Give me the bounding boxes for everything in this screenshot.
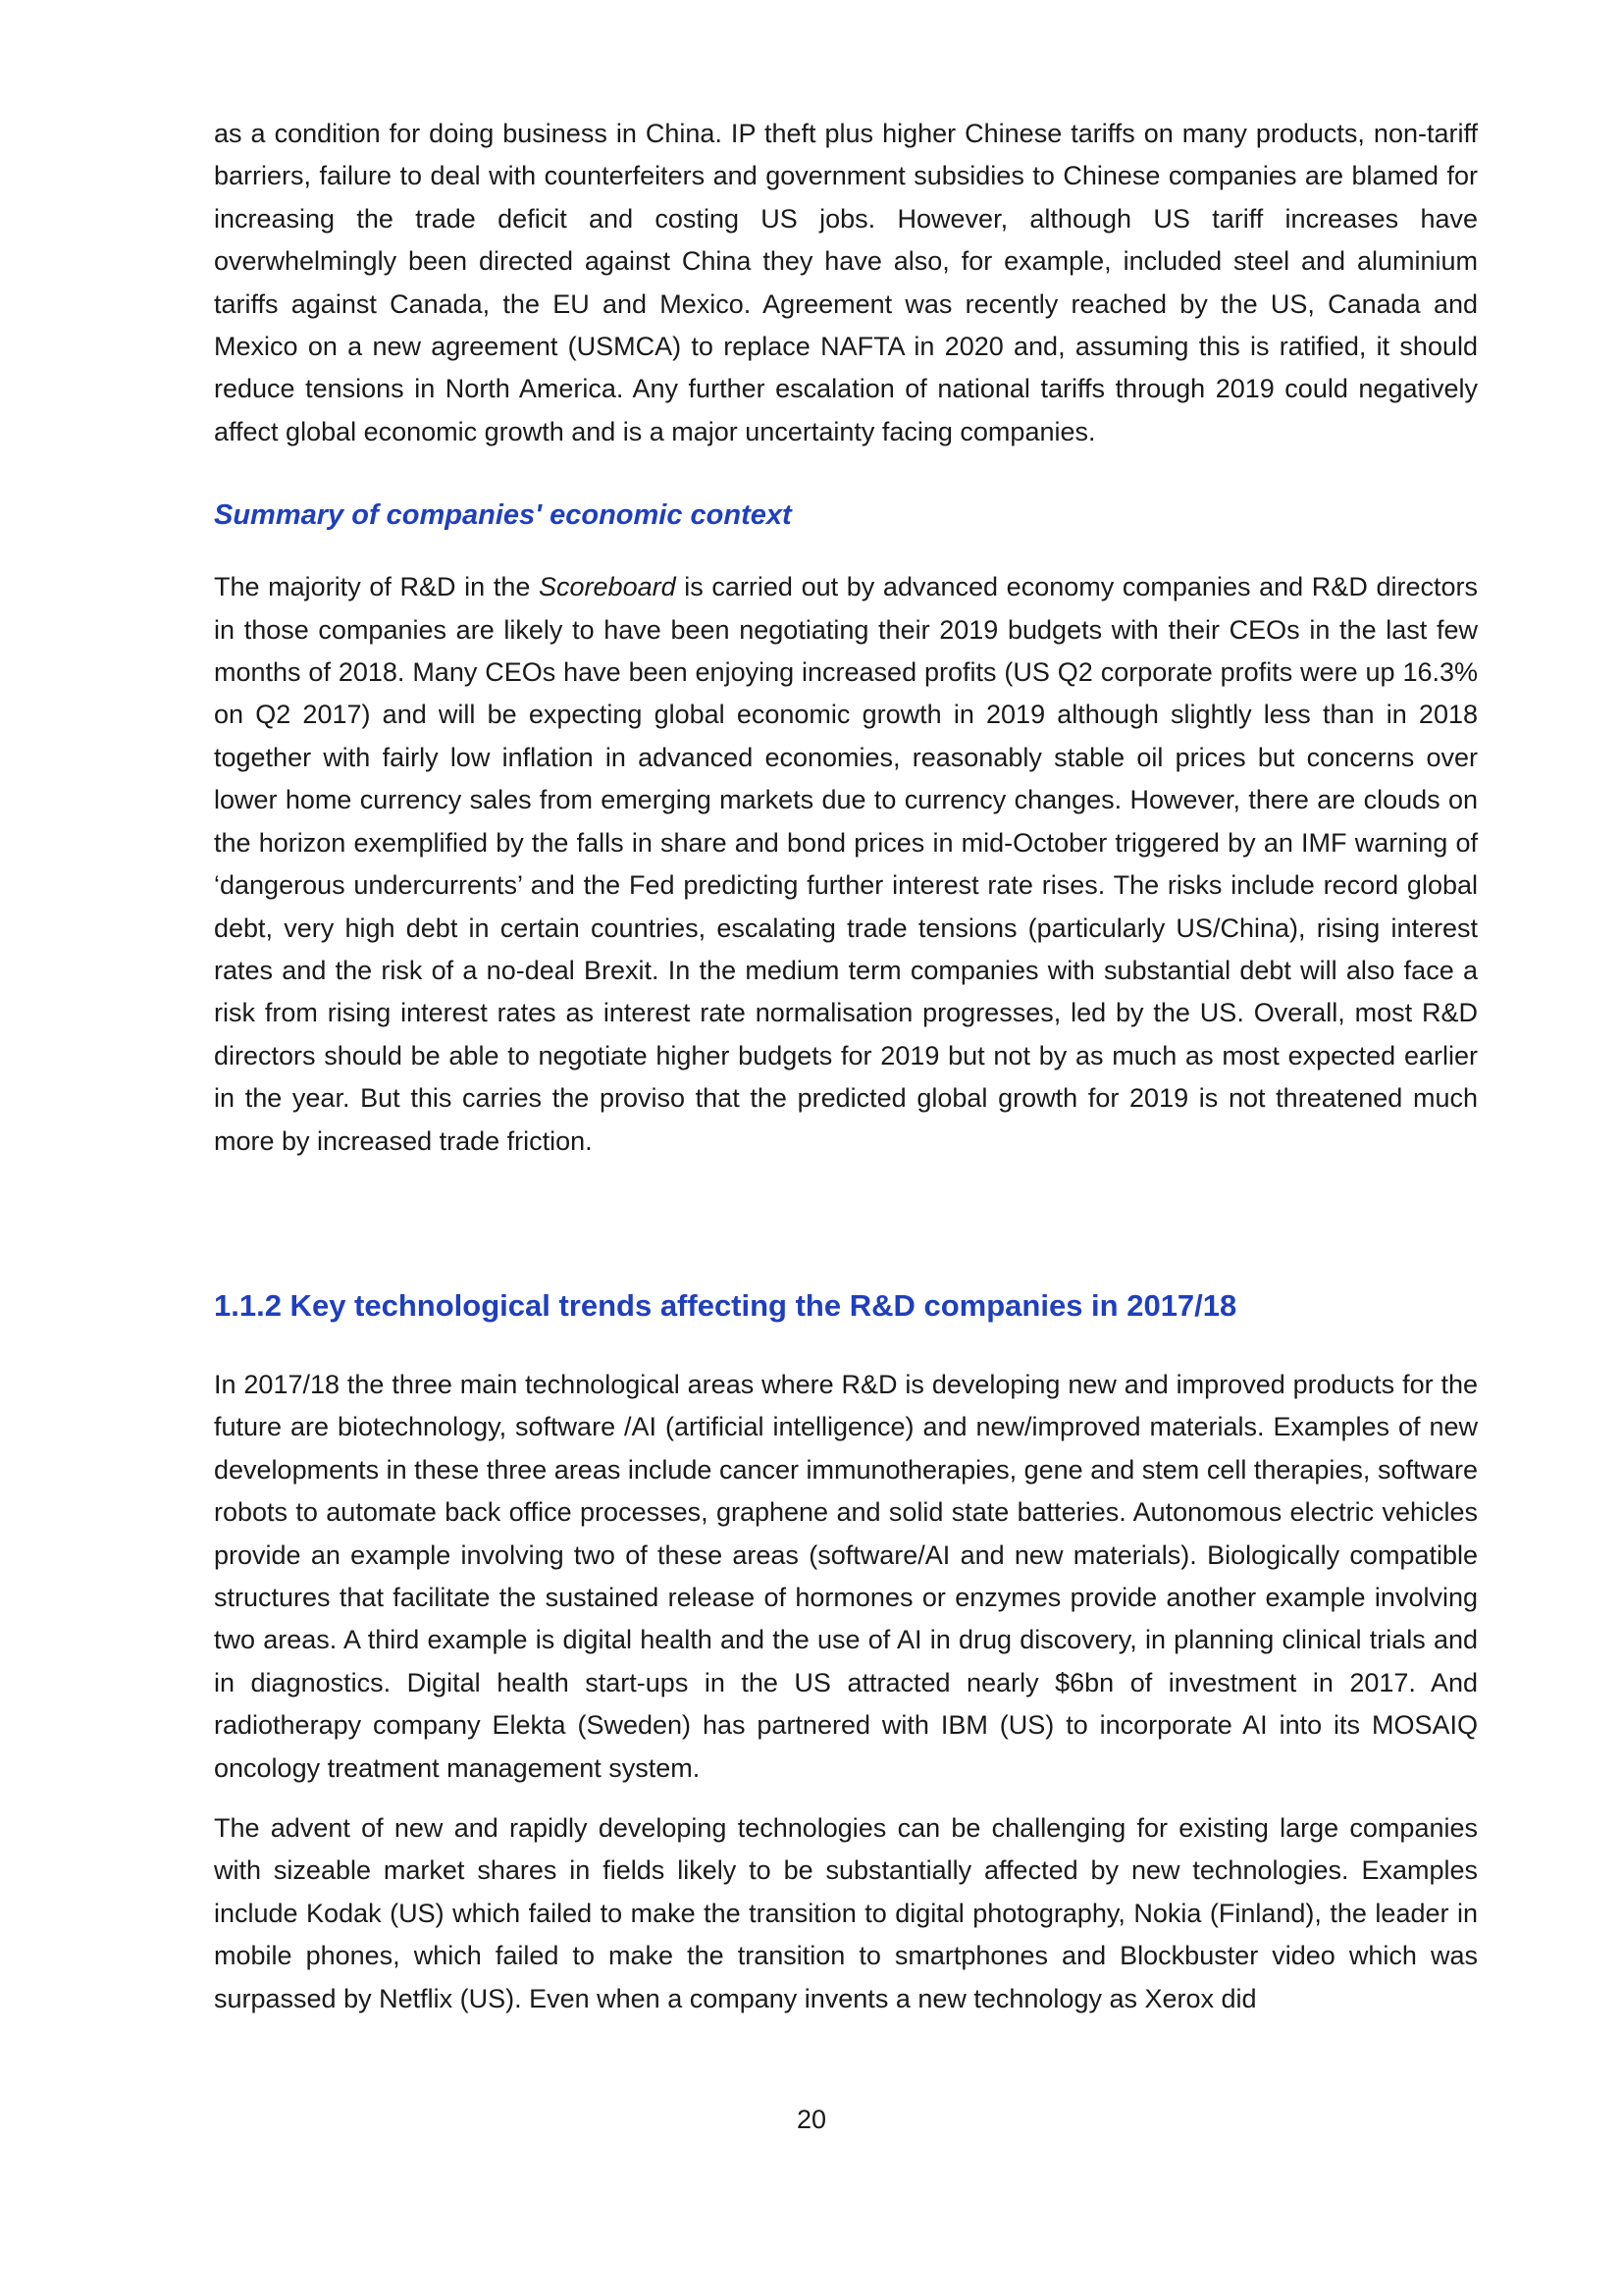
paragraph-trade-tariffs: as a condition for doing business in China. IP theft plus higher Chinese tariffs on many products, non-tariff barriers, failure to deal with counterfeiters and government subsidies to Chinese companies are blamed for increasing the trade deficit and costing US jobs. However, although US tariff increases have overwhelmingly been directed against China they have also, for example, included steel and aluminium tariffs against Canada, the EU and Mexico. Agreement was recently reached by the US, Canada and Mexico on a new agreement (USMCA) to replace NAFTA in 2020 and, assuming this is ratified, it should reduce tensions in North America. Any further escalation of national tariffs through 2019 could negatively affect global economic growth and is a major uncertainty facing companies.	[214, 119, 1478, 446]
paragraph-economic-context-rest: is carried out by advanced economy companies and R&D directors in those companies are likely to have been negotiating their 2019 budgets with their CEOs in the last few months of 2018. Many CEOs have been enjoying increased profits (US Q2 corporate profits were up 16.3% on Q2 2017) and will be expecting global economic growth in 2019 although slightly less than in 2018 together with fairly low inflation in advanced economies, reasonably stable oil prices but concerns over lower home currency sales from emerging markets due to currency changes. However, there are clouds on the horizon exemplified by the falls in share and bond prices in mid-October triggered by an IMF warning of ‘dangerous undercurrents’ and the Fed predicting further interest rate rises. The risks include record global debt, very high debt in certain countries, escalating trade tensions (particularly US/China), rising interest rates and the risk of a no-deal Brexit. In the medium term companies with substantial debt will also face a risk from rising interest rates as interest rate normalisation progresses, led by the US. Overall, most R&D directors should be able to negotiate higher budgets for 2019 but not by as much as most expected earlier in the year. But this carries the proviso that the predicted global growth for 2019 is not threatened much more by increased trade friction.	[214, 572, 1478, 1156]
page-content	[214, 113, 1478, 2020]
paragraph-economic-context-start: The majority of R&D in the	[214, 572, 540, 602]
page-number: 20	[796, 2105, 827, 2134]
paragraph-economic-context	[214, 566, 1478, 1163]
section-heading-technological-trends: 1.1.2 Key technological trends affecting the R&D companies in 2017/18	[214, 1287, 1237, 1323]
subheading-economic-context: Summary of companies' economic context	[214, 499, 792, 532]
scoreboard-emphasis: Scoreboard	[539, 572, 676, 602]
paragraph-technological-areas: In 2017/18 the three main technological areas where R&D is developing new and improved products for the future are biotechnology, software /AI (artificial intelligence) and new/improved materials. Examples of new developments in these three areas include cancer immunotherapies, gene and stem cell therapies, software robots to automate back office processes, graphene and solid state batteries. Autonomous electric vehicles provide an example involving two of these areas (software/AI and new materials). Biologically compatible structures that facilitate the sustained release of hormones or enzymes provide another example involving two areas. A third example is digital health and the use of AI in drug discovery, in planning clinical trials and in diagnostics. Digital health start-ups in the US attracted nearly $6bn of investment in 2017. And radiotherapy company Elekta (Sweden) has partnered with IBM (US) to incorporate AI into its MOSAIQ oncology treatment management system.	[214, 1369, 1478, 1783]
paragraph-new-technologies-challenge: The advent of new and rapidly developing technologies can be challenging for existing large companies with sizeable market shares in fields likely to be substantially affected by new technologies. Examples include Kodak (US) which failed to make the transition to digital photography, Nokia (Finland), the leader in mobile phones, which failed to make the transition to smartphones and Blockbuster video which was surpassed by Netflix (US). Even when a company invents a new technology as Xerox did	[214, 1813, 1478, 2013]
